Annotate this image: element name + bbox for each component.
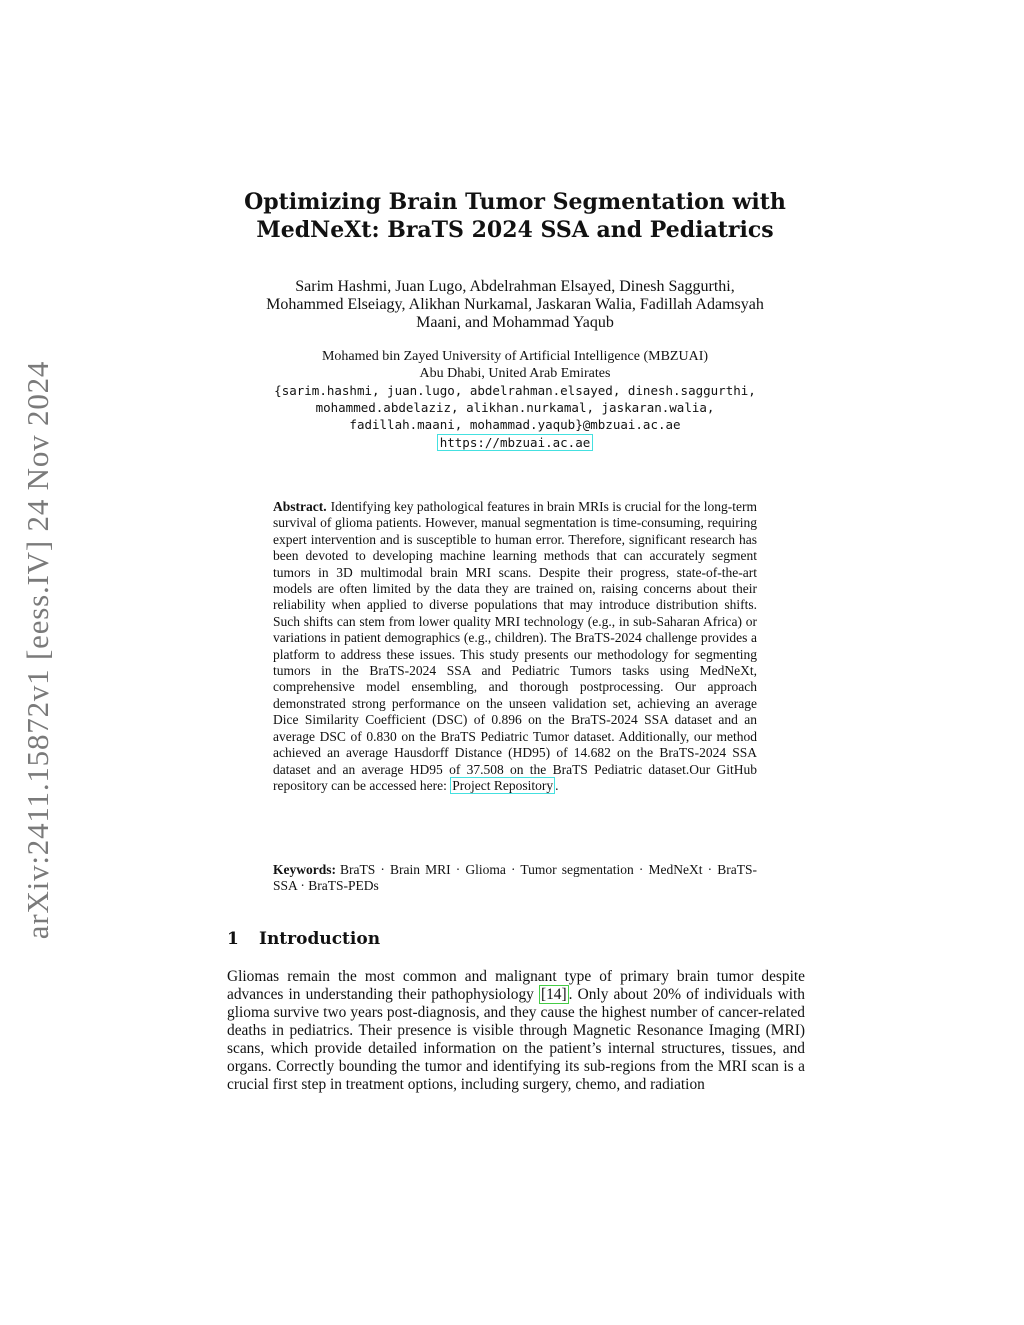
authors-line-2: Mohammed Elseiagy, Alikhan Nurkamal, Jaskaran Walia, Fadillah Adamsyah (266, 296, 764, 313)
institution-url-link[interactable]: https://mbzuai.ac.ae (437, 434, 594, 451)
section-number: 1 (227, 929, 239, 949)
abstract (273, 499, 757, 794)
section-title: Introduction (259, 929, 381, 949)
emails-line-3: fadillah.maani, mohammad.yaqub}@mbzuai.ac.ae (349, 417, 681, 432)
project-repository-link[interactable]: Project Repository (452, 777, 554, 793)
abstract-text: Identifying key pathological features in brain MRIs is crucial for the long-term survival of glioma patients. However, manual segmentation is time-consuming, requiring expert intervention and is susceptible to human error. Therefore, significant research has been devoted to developing machine learning methods that can accurately segment tumors in 3D multimodal brain MRI scans. Despite their progress, state-of-the-art models are often limited by the data they are trained on, raising concerns about their reliability when applied to diverse populations that may introduce distribution shifts. Such shifts can stem from lower quality MRI technology (e.g., in sub-Saharan Africa) or variations in patient demographics (e.g., children). The BraTS-2024 challenge provides a platform to address these issues. This study presents our methodology for segmenting tumors in the BraTS-2024 SSA and Pediatric Tumors tasks using MedNeXt, comprehensive model ensembling, and thorough postprocessing. Our approach demonstrated strong performance on the unseen validation set, achieving an average Dice Similarity Coefficient (DSC) of 0.896 on the BraTS-2024 SSA dataset and an average DSC of 0.830 on the BraTS Pediatric Tumor dataset. Additionally, our method achieved an average Hausdorff Distance (HD95) of 14.682 on the BraTS-2024 SSA dataset and an average HD95 of 37.508 on the BraTS Pediatric dataset.Our GitHub repository can be accessed here: (273, 499, 757, 793)
title-line-1: Optimizing Brain Tumor Segmentation with (244, 189, 786, 215)
abstract-trailing: . (555, 777, 559, 793)
citation-link[interactable]: [14] (540, 986, 567, 1003)
authors-line-3: Maani, and Mohammad Yaqub (416, 314, 614, 331)
authors-line-1: Sarim Hashmi, Juan Lugo, Abdelrahman Elsayed, Dinesh Saggurthi, (295, 278, 735, 295)
section-heading-introduction (227, 928, 807, 950)
keywords (273, 862, 757, 895)
keywords-label: Keywords: (273, 862, 336, 877)
paper-title (160, 188, 870, 244)
intro-text-after-cite: . Only about 20% of individuals with glioma survive two years post-diagnosis, and they cause the highest number of cancer-related deaths in pediatrics. Their presence is visible through Magnetic Resonance Imaging (MRI) scans, which provide detailed information on the patient’s internal structures, tissues, and organs. Correctly bounding the tumor and identifying its sub-regions from the MRI scan is a crucial first step in treatment options, including surgery, chemo, and radiation (227, 986, 805, 1093)
keywords-text: BraTS · Brain MRI · Glioma · Tumor segmentation · MedNeXt · BraTS-SSA · BraTS-PEDs (273, 862, 757, 894)
arxiv-side-stamp: arXiv:2411.15872v1 [eess.IV] 24 Nov 2024 (20, 360, 55, 940)
affiliation-block (200, 348, 830, 452)
location: Abu Dhabi, United Arab Emirates (419, 366, 611, 381)
intro-text-before-cite: Gliomas remain the most common and malignant type of primary brain tumor despite advances in understanding their pathophysiology (227, 968, 805, 1003)
emails-line-1: {sarim.hashmi, juan.lugo, abdelrahman.elsayed, dinesh.saggurthi, (274, 383, 756, 398)
title-line-2: MedNeXt: BraTS 2024 SSA and Pediatrics (256, 217, 774, 243)
author-list (200, 278, 830, 332)
abstract-label: Abstract. (273, 499, 327, 514)
institution: Mohamed bin Zayed University of Artificial Intelligence (MBZUAI) (321, 349, 709, 364)
emails-line-2: mohammed.abdelaziz, alikhan.nurkamal, jaskaran.walia, (315, 400, 715, 415)
introduction-paragraph (227, 968, 805, 1094)
